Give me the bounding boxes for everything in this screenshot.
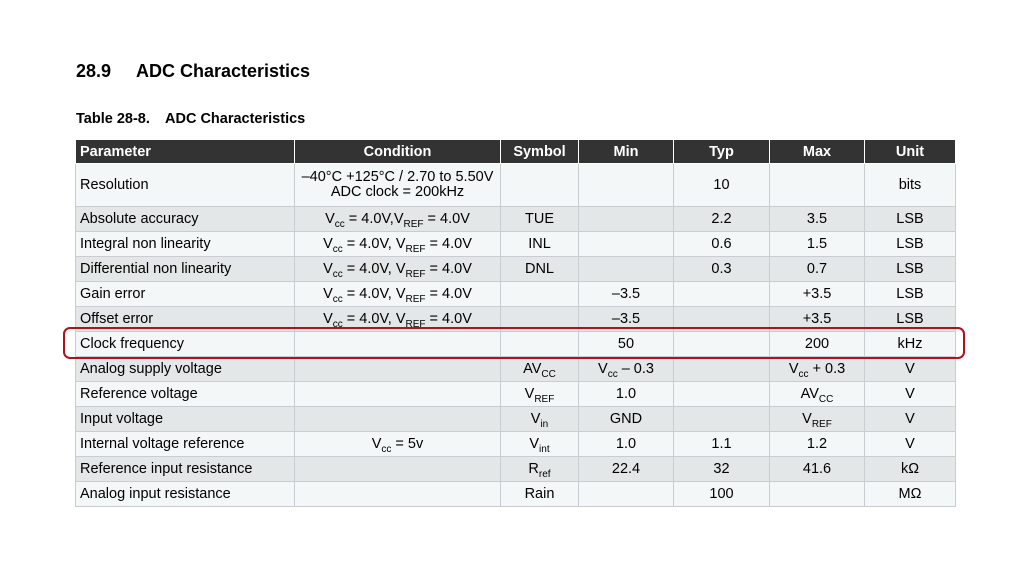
cell-parameter: Internal voltage reference [76,432,295,457]
cell-unit: LSB [865,257,956,282]
table-caption [76,111,305,127]
cell-symbol [501,357,579,382]
cond-val: = 4.0V, [342,260,396,277]
cell-symbol [501,307,579,332]
cell-min [579,232,674,257]
cell-unit: kHz [865,332,956,357]
cell-min: 50 [579,332,674,357]
cond-var: V [323,235,333,252]
header-symbol: Symbol [501,140,579,164]
cond-sub: cc [332,293,343,305]
cell-symbol [501,432,579,457]
symbol-base: V [524,385,535,402]
cell-max: +3.5 [770,307,865,332]
cell-parameter: Clock frequency [76,332,295,357]
cell-unit: LSB [865,282,956,307]
cell-parameter: Integral non linearity [76,232,295,257]
table-row [76,407,956,432]
cell-parameter: Reference input resistance [76,457,295,482]
cell-symbol [501,164,579,207]
cell-min: –3.5 [579,282,674,307]
cell-symbol: Rain [501,482,579,507]
cell-min: 1.0 [579,432,674,457]
header-min: Min [579,140,674,164]
table-header-row [76,140,956,164]
cell-min: GND [579,407,674,432]
table-row [76,432,956,457]
cond-sub: cc [381,443,392,455]
cell-unit: V [865,432,956,457]
min-base: V [598,360,608,377]
cell-typ: 2.2 [674,207,770,232]
cell-parameter: Absolute accuracy [76,207,295,232]
cell-min [579,164,674,207]
cond-var: V [393,210,404,227]
cond-val: = 4.0V [425,260,472,277]
cond-val: = 4.0V, [342,310,396,327]
cond-sub: REF [405,243,426,255]
cell-condition [295,164,501,207]
cell-typ: 10 [674,164,770,207]
cell-parameter: Resolution [76,164,295,207]
header-unit: Unit [865,140,956,164]
table-row [76,307,956,332]
cell-condition [295,282,501,307]
table-row [76,257,956,282]
cond-sub: REF [405,293,426,305]
cell-unit: LSB [865,232,956,257]
cell-min: 22.4 [579,457,674,482]
cell-symbol [501,457,579,482]
max-base: AV [800,385,819,402]
symbol-sub: REF [534,393,555,405]
symbol-base: AV [523,360,542,377]
cell-min: –3.5 [579,307,674,332]
cond-var: V [371,435,382,452]
adc-characteristics-table [75,139,956,507]
cell-unit: LSB [865,207,956,232]
max-base: V [788,360,799,377]
cell-max: 3.5 [770,207,865,232]
cell-min [579,357,674,382]
header-max: Max [770,140,865,164]
cond-sub: cc [334,218,345,230]
cell-max: 200 [770,332,865,357]
cell-unit: V [865,357,956,382]
cell-unit: bits [865,164,956,207]
cell-typ: 0.6 [674,232,770,257]
cell-parameter: Analog supply voltage [76,357,295,382]
max-base: V [802,410,812,427]
section-title-text: ADC Characteristics [136,61,311,81]
min-tail: – 0.3 [617,360,654,377]
cond-var: V [323,310,333,327]
cell-condition [295,482,501,507]
symbol-sub: in [540,418,549,430]
cell-condition [295,332,501,357]
table-row [76,282,956,307]
cond-var: V [323,285,333,302]
cell-condition [295,407,501,432]
table-number: Table 28-8. [76,111,150,127]
cond-val: = 4.0V, [344,210,394,227]
cond-val: = 5v [391,435,424,452]
cell-max [770,382,865,407]
cell-max [770,357,865,382]
max-tail: + 0.3 [808,360,846,377]
symbol-base: R [528,460,539,477]
symbol-sub: int [539,443,550,455]
cell-typ [674,382,770,407]
section-heading [76,61,310,82]
cell-condition [295,382,501,407]
cell-symbol: TUE [501,207,579,232]
cond-var: V [325,210,335,227]
cell-max: 1.2 [770,432,865,457]
min-sub: cc [607,368,618,380]
header-condition: Condition [295,140,501,164]
max-sub: REF [811,418,832,430]
cond-val: = 4.0V [425,310,472,327]
cond-sub: cc [332,268,343,280]
cell-min [579,482,674,507]
max-sub: cc [798,368,809,380]
cell-parameter: Offset error [76,307,295,332]
cell-condition [295,257,501,282]
cell-max [770,164,865,207]
cell-typ [674,282,770,307]
cell-max [770,482,865,507]
cell-min [579,257,674,282]
cell-unit: kΩ [865,457,956,482]
cell-unit: V [865,382,956,407]
table-row [76,207,956,232]
table-row [76,164,956,207]
table-row-highlighted [76,332,956,357]
cond-sub: cc [332,318,343,330]
cell-min: 1.0 [579,382,674,407]
cell-typ [674,332,770,357]
header-typ: Typ [674,140,770,164]
table-row [76,457,956,482]
condition-line: ADC clock = 200kHz [330,184,465,200]
cond-var: V [323,260,333,277]
cond-sub: cc [332,243,343,255]
cond-sub: REF [405,318,426,330]
cond-val: = 4.0V, [342,285,396,302]
cell-typ [674,307,770,332]
cell-typ: 32 [674,457,770,482]
cell-max: 1.5 [770,232,865,257]
condition-line: –40°C +125°C / 2.70 to 5.50V [301,169,494,185]
cond-var: V [395,310,406,327]
cond-var: V [395,260,406,277]
symbol-base: V [529,435,540,452]
cell-condition [295,457,501,482]
cell-max: +3.5 [770,282,865,307]
symbol-sub: CC [541,368,556,380]
cell-symbol: DNL [501,257,579,282]
cell-unit: MΩ [865,482,956,507]
cell-unit: V [865,407,956,432]
cell-typ [674,407,770,432]
table-row [76,357,956,382]
cell-typ: 1.1 [674,432,770,457]
cell-parameter: Reference voltage [76,382,295,407]
header-parameter: Parameter [76,140,295,164]
cond-val: = 4.0V [423,210,470,227]
symbol-base: V [530,410,541,427]
max-sub: CC [818,393,834,405]
cell-typ: 100 [674,482,770,507]
table-row [76,482,956,507]
cell-typ [674,357,770,382]
section-number: 28.9 [76,61,112,81]
cell-min [579,207,674,232]
table-caption-text: ADC Characteristics [165,111,306,127]
cond-var: V [395,235,406,252]
cell-condition [295,232,501,257]
cell-parameter: Gain error [76,282,295,307]
cond-sub: REF [405,268,426,280]
cell-symbol [501,282,579,307]
cell-max [770,407,865,432]
cond-val: = 4.0V [425,235,472,252]
symbol-sub: ref [538,468,551,480]
cell-symbol [501,332,579,357]
cell-typ: 0.3 [674,257,770,282]
cell-condition [295,357,501,382]
cell-unit: LSB [865,307,956,332]
cell-parameter: Input voltage [76,407,295,432]
cell-condition [295,307,501,332]
cell-condition [295,207,501,232]
cond-val: = 4.0V, [342,235,396,252]
cell-max: 0.7 [770,257,865,282]
cell-parameter: Differential non linearity [76,257,295,282]
cond-var: V [395,285,406,302]
cell-parameter: Analog input resistance [76,482,295,507]
cell-symbol [501,382,579,407]
table-row [76,382,956,407]
cell-max: 41.6 [770,457,865,482]
table-row [76,232,956,257]
cell-symbol [501,407,579,432]
cond-sub: REF [403,218,424,230]
cond-val: = 4.0V [425,285,472,302]
cell-symbol: INL [501,232,579,257]
cell-condition [295,432,501,457]
